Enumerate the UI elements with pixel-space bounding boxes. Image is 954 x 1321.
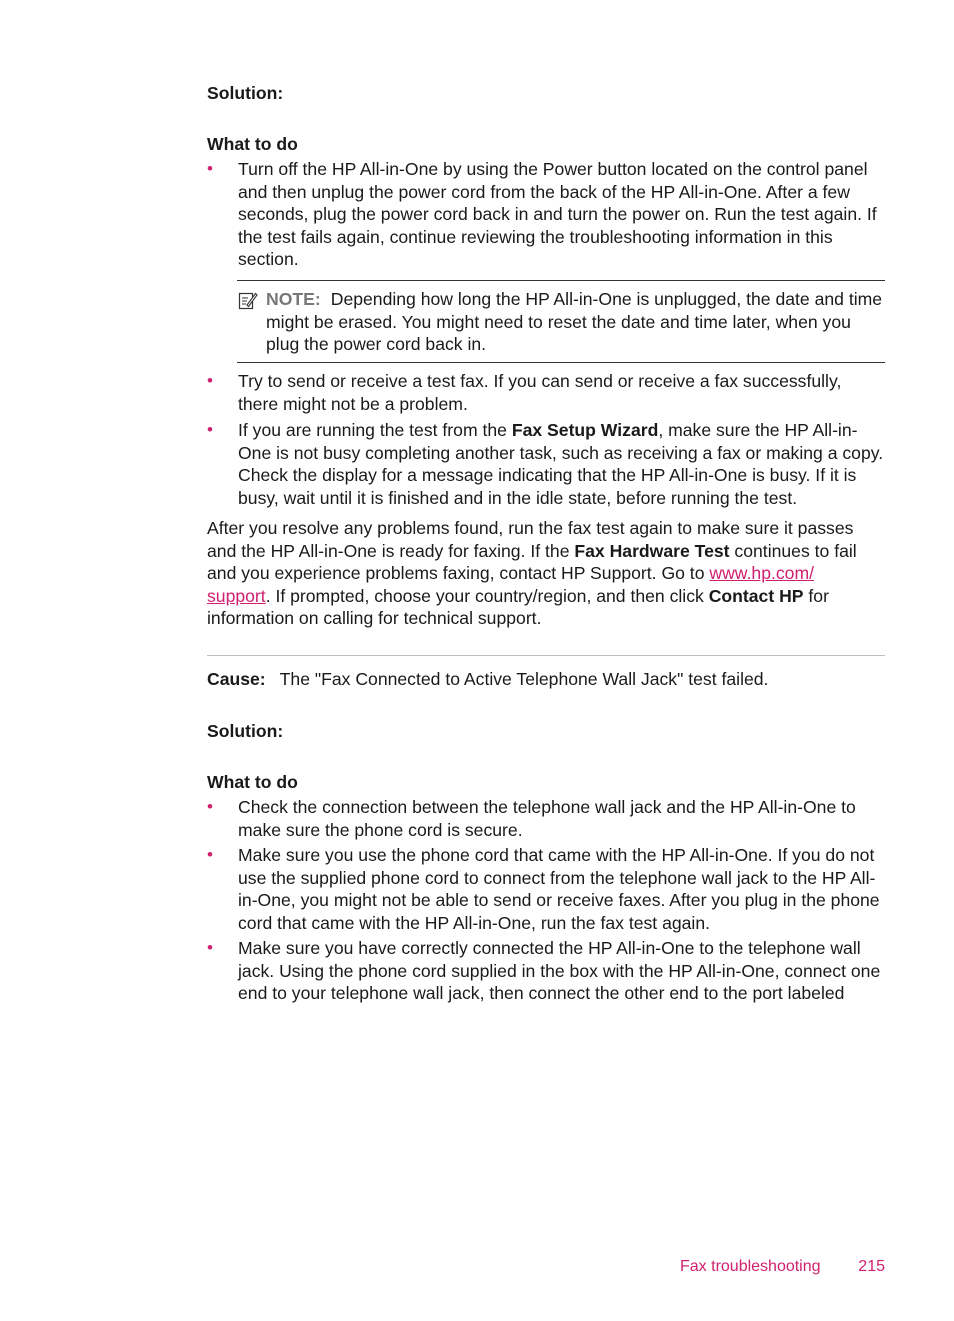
cause-label: Cause: (207, 669, 266, 689)
what-to-do-heading: What to do (207, 134, 298, 154)
note-box (237, 280, 885, 363)
list-item-text: If you are running the test from the Fax Setup Wizard, make sure the HP All-in-One is not busy completing another task, such as receiving a fax or making a copy. Check the display for a message indicating that the HP All-in-One is busy. If it is busy, wait until it is finished and in the idle state, before running the test. (238, 420, 884, 508)
list-item (207, 370, 885, 415)
bullet-icon: • (207, 845, 213, 864)
hp-support-link[interactable]: www.hp.com/ support (207, 563, 814, 606)
solution-heading: Solution: (207, 721, 284, 741)
contact-hp-label: Contact HP (708, 585, 804, 606)
solution-heading: Solution: (207, 83, 284, 103)
footer-section-title: Fax troubleshooting (680, 1258, 821, 1275)
list-item-text: Try to send or receive a test fax. If you can send or receive a fax successfully, there might not be a problem. (238, 371, 842, 414)
list-item-text: Turn off the HP All-in-One by using the Power button located on the control panel and then unplug the power cord from the back of the HP All-in-One. After a few seconds, plug the power cord back in and turn the power on. Run the test again. If the test fails again, continue reviewing the troubleshooting information in this section. (238, 159, 877, 269)
cause-line (207, 668, 885, 691)
note-pencil-icon (238, 290, 258, 310)
bullet-icon: • (207, 371, 213, 390)
bullet-icon: • (207, 797, 213, 816)
fax-setup-wizard-label: Fax Setup Wizard (511, 420, 659, 440)
section-divider (207, 655, 885, 656)
page-number: 215 (858, 1258, 885, 1275)
list-item-text: Make sure you use the phone cord that came with the HP All-in-One. If you do not use the supplied phone cord to connect from the telephone wall jack to the HP All-in-One, you might not be able to send or receive faxes. After you plug in the phone cord that came with the HP All-in-One, run the fax test again. (238, 845, 880, 933)
bullet-icon: • (207, 938, 213, 957)
list-item (207, 796, 885, 841)
bullet-list (207, 370, 885, 513)
list-item (207, 158, 885, 271)
list-item-text: Make sure you have correctly connected the HP All-in-One to the telephone wall jack. Using the phone cord supplied in the box with the HP All-in-One, connect one end to your telephone wall jack, then connect the other end to the port labeled (238, 938, 881, 1003)
support-paragraph: After you resolve any problems found, run the fax test again to make sure it passes and the HP All-in-One is ready for faxing. If the Fax Hardware Test continues to fail and you experience problems faxing, contact HP Support. Go to www.hp.com/ support. If prompted, choose your country/region, and then click Contact HP for information on calling for technical support. (207, 518, 857, 628)
note-text: Depending how long the HP All-in-One is unplugged, the date and time might be erased. You might need to reset the date and time later, when you plug the power cord back in. (266, 289, 883, 354)
bullet-list (207, 158, 885, 271)
what-to-do-heading: What to do (207, 772, 298, 792)
cause-text: The "Fax Connected to Active Telephone Wall Jack" test failed. (279, 669, 769, 689)
note-label: NOTE: (266, 289, 321, 309)
list-item (207, 419, 885, 509)
bullet-list (207, 796, 885, 1008)
fax-hardware-test-label: Fax Hardware Test (574, 540, 730, 561)
bullet-icon: • (207, 159, 213, 178)
list-item (207, 844, 885, 934)
bullet-icon: • (207, 420, 213, 439)
list-item (207, 937, 885, 1005)
list-item-text: Check the connection between the telephone wall jack and the HP All-in-One to make sure the phone cord is secure. (238, 797, 856, 840)
